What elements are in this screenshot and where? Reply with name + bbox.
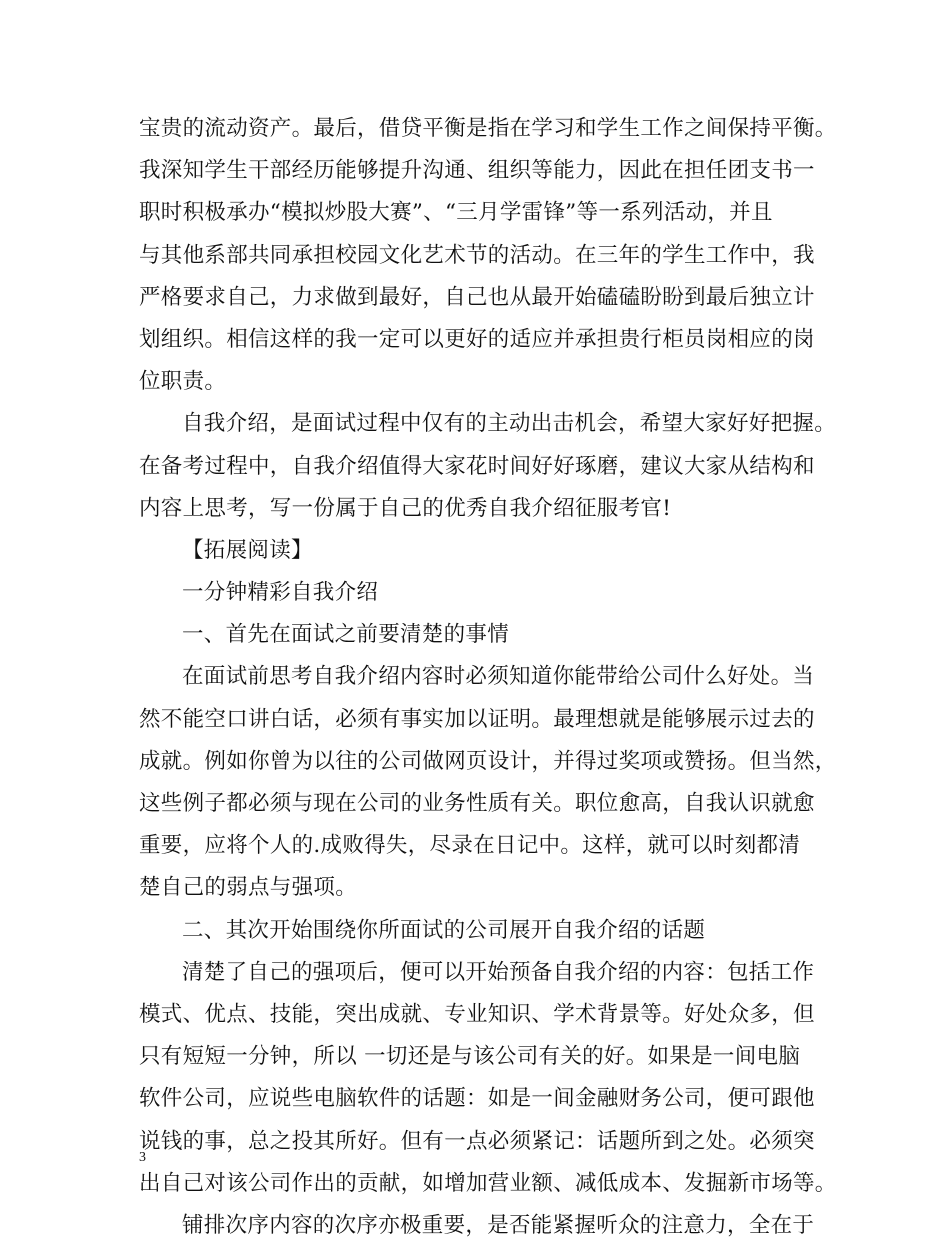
section-heading: 【拓展阅读】 (182, 537, 313, 563)
text-line: 重要，应将个人的.成败得失，尽录在日记中。这样，就可以时刻都清 (139, 833, 801, 859)
text-line: 职时积极承办“模拟炒股大赛”、“三月学雷锋”等一系列活动，并且 (139, 200, 773, 226)
text-line: 说钱的事，总之投其所好。但有一点必须紧记：话题所到之处。必须突 (139, 1128, 815, 1154)
section-heading: 一分钟精彩自我介绍 (182, 580, 379, 606)
text-line: 楚自己的弱点与强项。 (139, 875, 358, 901)
text-line: 出自己对该公司作出的贡献，如增加营业额、减低成本、发掘新市场等。 (139, 1170, 837, 1196)
text-line: 只有短短一分钟，所以 一切还是与该公司有关的好。如果是一间电脑 (139, 1044, 801, 1070)
text-line: 我深知学生干部经历能够提升沟通、组织等能力，因此在担任团支书一 (139, 158, 815, 184)
document-body (139, 108, 837, 1247)
text-line: 划组织。相信这样的我一定可以更好的适应并承担贵行柜员岗相应的岗 (139, 326, 815, 352)
section-heading: 二、其次开始围绕你所面试的公司展开自我介绍的话题 (182, 917, 706, 943)
text-line: 然不能空口讲白话，必须有事实加以证明。最理想就是能够展示过去的 (139, 706, 815, 732)
section-heading: 一、首先在面试之前要清楚的事情 (182, 622, 510, 648)
text-line: 软件公司，应说些电脑软件的话题：如是一间金融财务公司，便可跟他 (139, 1086, 815, 1112)
text-line: 宝贵的流动资产。最后，借贷平衡是指在学习和学生工作之间保持平衡。 (139, 116, 837, 141)
text-line: 成就。例如你曾为以往的公司做网页设计，并得过奖项或赞扬。但当然， (139, 748, 837, 774)
text-line: 内容上思考，写一份属于自己的优秀自我介绍征服考官! (139, 495, 672, 521)
text-line: 这些例子都必须与现在公司的业务性质有关。职位愈高，自我认识就愈 (139, 791, 815, 816)
page-number: 3 (139, 1150, 146, 1165)
text-line: 在备考过程中，自我介绍值得大家花时间好好琢磨，建议大家从结构和 (139, 453, 815, 479)
text-line: 模式、优点、技能，突出成就、专业知识、学术背景等。好处众多，但 (139, 1001, 815, 1027)
text-line: 位职责。 (139, 369, 227, 395)
text-line: 严格要求自己，力求做到最好，自己也从最开始磕磕盼盼到最后独立计 (139, 284, 815, 310)
text-line: 在面试前思考自我介绍内容时必须知道你能带给公司什么好处。当 (182, 664, 815, 690)
text-line: 与其他系部共同承担校园文化艺术节的活动。在三年的学生工作中，我 (139, 242, 815, 268)
text-line: 自我介绍，是面试过程中仅有的主动出击机会，希望大家好好把握。 (182, 411, 837, 437)
text-line: 铺排次序内容的次序亦极重要，是否能紧握听众的注意力，全在于 (182, 1212, 815, 1238)
text-line: 清楚了自己的强项后，便可以开始预备自我介绍的内容：包括工作 (182, 959, 815, 985)
